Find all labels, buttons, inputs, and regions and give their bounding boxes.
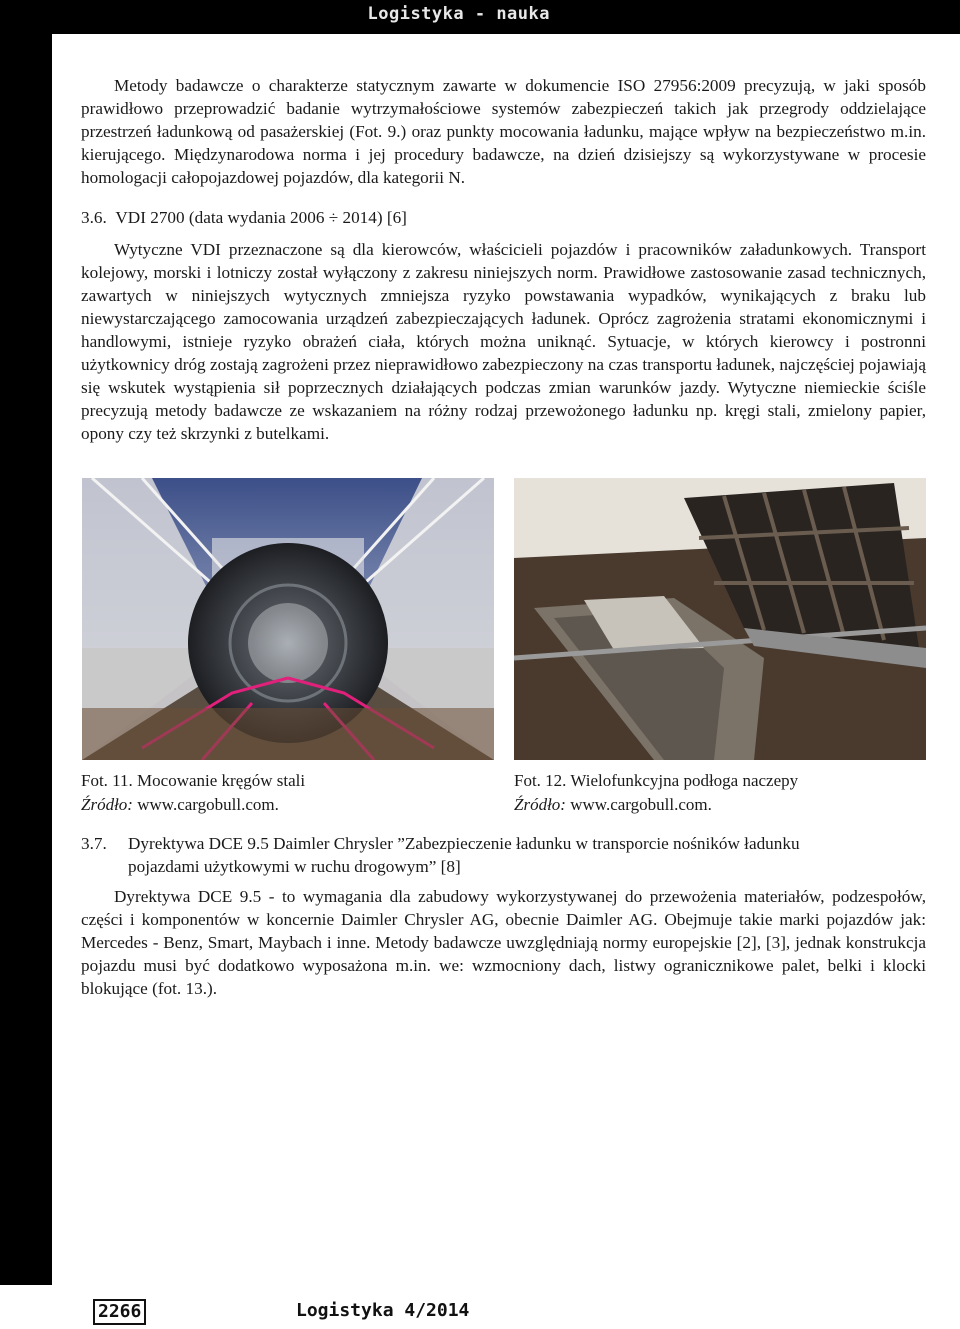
section-3-6-title-part2: 2014) [6] bbox=[338, 208, 407, 227]
dce-paragraph: Dyrektywa DCE 9.5 - to wymagania dla zabudowy wykorzystywanej do przewożenia materiałów, podzespołów, części i komponentów w koncernie Daimler Chrysler AG, obecnie Daimler AG. Obejmuje takie marki pojazdów jak: Mercedes - Benz, Smart, Maybach i inne. Metody badawcze uwzględniają normy europejskie [2], [3], jednak konstrukcja pojazdu musi być dodatkowo wyposażona m.in. we: wzmocniony dach, listwy ogranicznikowe palet, belki i klocki blokujące (fot. 13.). bbox=[81, 887, 926, 998]
figure-12-source-label: Źródło: bbox=[514, 795, 566, 814]
journal-issue: Logistyka 4/2014 bbox=[296, 1300, 470, 1321]
section-3-7-title-line1: Dyrektywa DCE 9.5 Daimler Chrysler ”Zabezpieczenie ładunku w transporcie nośników ładunku bbox=[128, 834, 800, 853]
section-3-6-heading bbox=[81, 206, 407, 229]
section-3-7-title-line2: pojazdami użytkowymi w ruchu drogowym” [8] bbox=[128, 857, 461, 876]
section-3-6-title-part1: VDI 2700 (data wydania 2006 bbox=[115, 208, 329, 227]
figure-12-title: Fot. 12. Wielofunkcyjna podłoga naczepy bbox=[514, 771, 799, 790]
section-title: Logistyka - nauka bbox=[367, 4, 550, 24]
photo-steel-coil bbox=[82, 478, 494, 760]
steel-coil-illustration bbox=[82, 478, 494, 760]
figure-12-caption bbox=[514, 769, 798, 817]
figure-11-source-value: www.cargobull.com. bbox=[132, 795, 279, 814]
figure-11-source bbox=[81, 793, 305, 817]
section-3-7-heading bbox=[81, 832, 926, 878]
section-3-6-number: 3.6. bbox=[81, 208, 107, 227]
left-margin-strip bbox=[0, 31, 52, 1329]
figure-12-source bbox=[514, 793, 798, 817]
section-3-7-number: 3.7. bbox=[81, 834, 107, 853]
page-header bbox=[0, 0, 960, 31]
dce-paragraph-block bbox=[81, 885, 926, 1000]
trailer-floor-illustration bbox=[514, 478, 926, 760]
intro-paragraph-block bbox=[81, 74, 926, 189]
divide-sign: ÷ bbox=[328, 208, 339, 227]
figure-12-source-value: www.cargobull.com. bbox=[565, 795, 712, 814]
figure-11-caption bbox=[81, 769, 305, 817]
intro-paragraph: Metody badawcze o charakterze statycznym zawarte w dokumencie ISO 27956:2009 precyzują, w jaki sposób prawidłowo przeprowadzić badanie wytrzymałościowe systemów zabezpieczeń takich jak przegrody oddzielające przestrzeń ładunkową od pasażerskiej (Fot. 9.) oraz punkty mocowania ładunku, mające wpływ na bezpieczeństwo m.in. kierującego. Międzynarodowa norma i jej procedury badawcze, na dzień dzisiejszy są wykorzystywane w procesie homologacji całopojazdowej pojazdów, dla kategorii N. bbox=[81, 76, 926, 187]
vdi-paragraph: Wytyczne VDI przeznaczone są dla kierowców, właścicieli pojazdów i pracowników załadunkowych. Transport kolejowy, morski i lotniczy został wyłączony z zakresu niniejszych norm. Prawidłowe zastosowanie zasad technicznych, zawartych w niniejszych wytycznych zmniejsza ryzyko powstawania wypadków, wynikających z braku lub niewystarczającego zamocowania urządzeń zabezpieczających ładunek. Oprócz zagrożenia stratami ekonomicznymi i handlowymi, istnieje ryzyko obrażeń ciała, których można uniknąć. Sytuacje, w których kierowcy i postronni użytkownicy dróg zostają zagrożeni przez nieprawidłowo zabezpieczony na czas transportu ładunek, najczęściej pojawiają się wskutek wystąpienia sił poprzecznych działających podczas zmian warunków jazdy. Wytyczne niemieckie ściśle precyzują metody badawcze ze wskazaniem na różny rodzaj przewożonego ładunku np. kręgi stali, zmielony papier, opony czy też skrzynki z butelkami. bbox=[81, 240, 926, 443]
vdi-paragraph-block bbox=[81, 238, 926, 445]
photo-trailer-floor bbox=[514, 478, 926, 760]
figure-11-title: Fot. 11. Mocowanie kręgów stali bbox=[81, 771, 306, 790]
page-number: 2266 bbox=[93, 1299, 146, 1325]
figure-11-source-label: Źródło: bbox=[81, 795, 133, 814]
page-footer bbox=[0, 1285, 960, 1329]
